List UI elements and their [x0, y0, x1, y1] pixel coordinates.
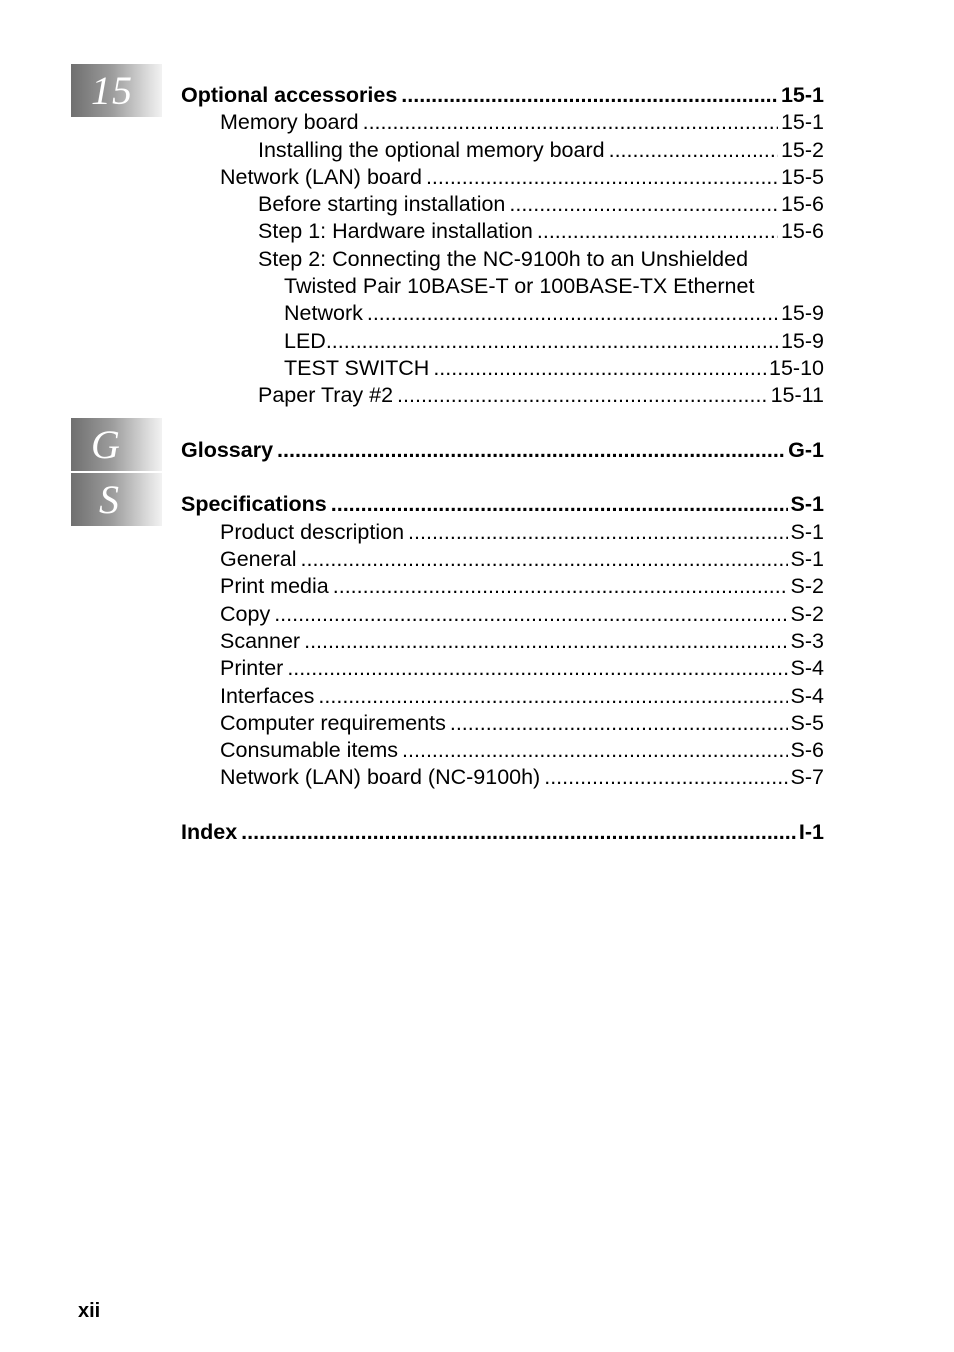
toc-entry-glossary[interactable]: Glossary ..... G-1 — [181, 437, 824, 464]
toc-entry-optional-accessories[interactable]: Optional accessories ..... 15-1 — [181, 82, 824, 109]
toc-entry-test-switch[interactable]: TEST SWITCH ..... 15-10 — [181, 355, 824, 382]
toc-entry-consumable-items[interactable]: Consumable items ..... S-6 — [181, 737, 824, 764]
toc-entry-specifications[interactable]: Specifications ..... S-1 — [181, 491, 824, 518]
toc-entry-computer-requirements[interactable]: Computer requirements ..... S-5 — [181, 710, 824, 737]
toc-entry-step-2-line-2[interactable]: Twisted Pair 10BASE-T or 100BASE-TX Ethernet — [284, 274, 755, 299]
toc-entry-step-1-hardware[interactable]: Step 1: Hardware installation ..... 15-6 — [181, 218, 824, 245]
page-number: xii — [78, 1300, 101, 1322]
toc-entry-print-media[interactable]: Print media ..... S-2 — [181, 573, 824, 600]
toc-entry-product-description[interactable]: Product description ..... S-1 — [181, 519, 824, 546]
toc-entry-interfaces[interactable]: Interfaces ..... S-4 — [181, 683, 824, 710]
glossary-tab: G — [71, 418, 162, 471]
toc-entry-index[interactable]: Index ..... I-1 — [181, 819, 824, 846]
table-of-contents — [181, 82, 824, 846]
toc-entry-network-lan-board-nc9100h[interactable]: Network (LAN) board (NC-9100h) ..... S-7 — [181, 764, 824, 791]
specifications-tab: S — [71, 473, 162, 526]
toc-entry-printer[interactable]: Printer ..... S-4 — [181, 655, 824, 682]
toc-entry-network-lan-board[interactable]: Network (LAN) board ..... 15-5 — [181, 164, 824, 191]
toc-entry-general[interactable]: General ..... S-1 — [181, 546, 824, 573]
toc-entry-step-2-line-1[interactable]: Step 2: Connecting the NC-9100h to an Unshielded — [258, 246, 749, 271]
chapter-15-tab: 15 — [71, 64, 162, 117]
toc-entry-led[interactable]: LED ..... 15-9 — [181, 328, 824, 355]
toc-entry-step-2-line-3[interactable]: Network ..... 15-9 — [181, 300, 824, 327]
toc-entry-scanner[interactable]: Scanner ..... S-3 — [181, 628, 824, 655]
toc-entry-copy[interactable]: Copy ..... S-2 — [181, 601, 824, 628]
toc-entry-memory-board[interactable]: Memory board ..... 15-1 — [181, 109, 824, 136]
toc-entry-paper-tray-2[interactable]: Paper Tray #2 ..... 15-11 — [181, 382, 824, 409]
toc-entry-installing-memory-board[interactable]: Installing the optional memory board ..... 15-2 — [181, 137, 824, 164]
toc-entry-before-starting-installation[interactable]: Before starting installation ..... 15-6 — [181, 191, 824, 218]
